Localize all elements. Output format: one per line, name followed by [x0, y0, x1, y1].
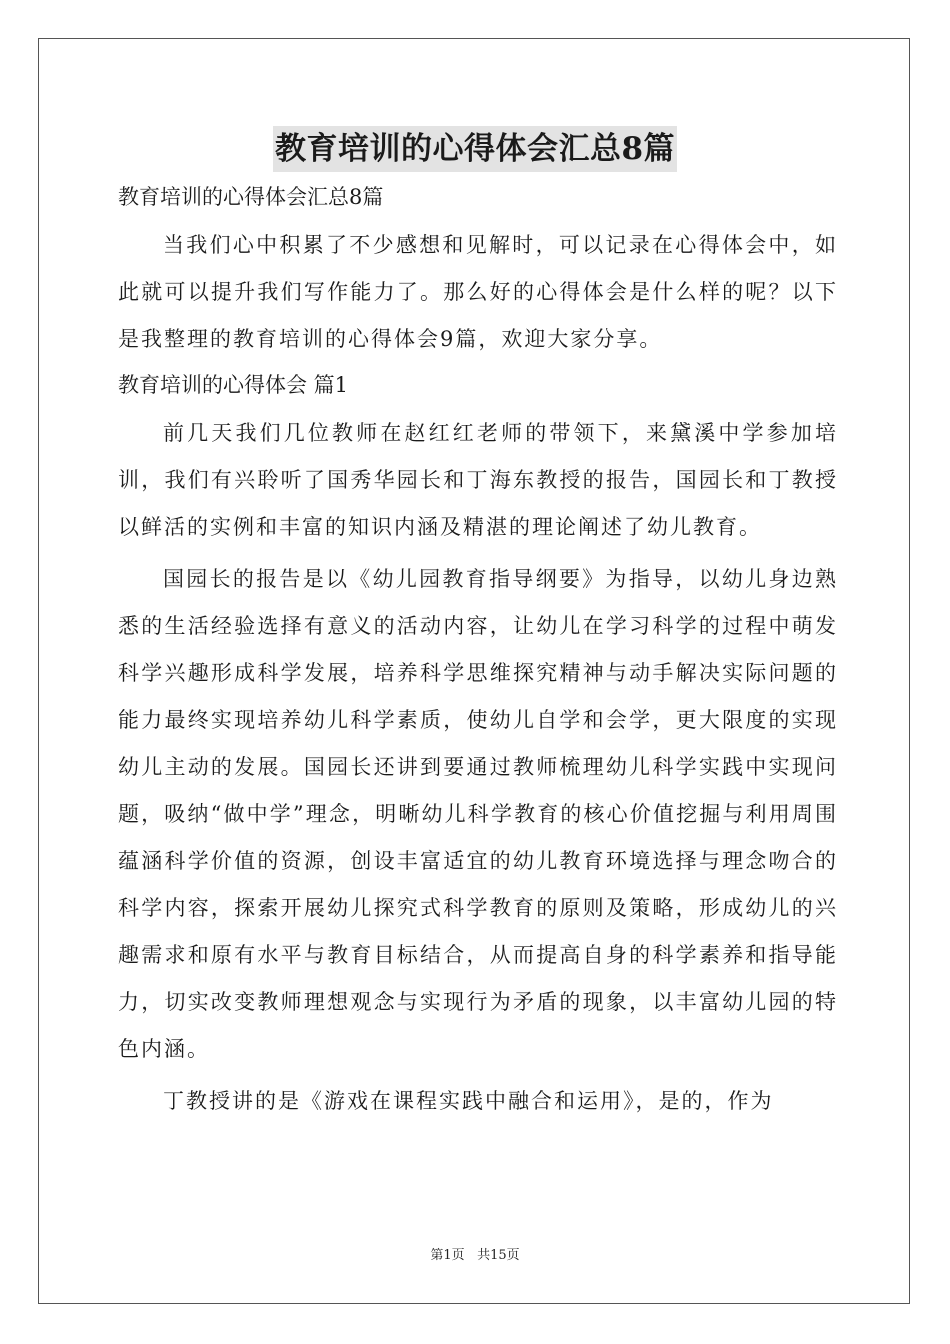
intro-paragraph: 当我们心中积累了不少感想和见解时，可以记录在心得体会中，如此就可以提升我们写作能力了。那么好的心得体会是什么样的呢？以下是我整理的教育培训的心得体会9篇，欢迎大家分享。 — [118, 233, 838, 351]
page-total: 共15页 — [477, 1248, 520, 1263]
body-paragraph: 国园长的报告是以《幼儿园教育指导纲要》为指导，以幼儿身边熟悉的生活经验选择有意义的活动内容，让幼儿在学习科学的过程中萌发科学兴趣形成科学发展，培养科学思维探究精神与动手解决实际问题的能力最终实现培养幼儿科学素质，使幼儿自学和会学，更大限度的实现幼儿主动的发展。国园长还讲到要通过教师梳理幼儿科学实践中实现问题，吸纳“做中学”理念，明晰幼儿科学教育的核心价值挖掘与利用周围蕴涵科学价值的资源，创设丰富适宜的幼儿教育环境选择与理念吻合的科学内容，探索开展幼儿探究式科学教育的原则及策略，形成幼儿的兴趣需求和原有水平与教育目标结合，从而提高自身的科学素养和指导能力，切实改变教师理想观念与实现行为矛盾的现象，以丰富幼儿园的特色内涵。 — [118, 567, 838, 1061]
document-subtitle: 教育培训的心得体会汇总8篇 — [118, 185, 384, 209]
body-paragraph: 前几天我们几位教师在赵红红老师的带领下，来黛溪中学参加培训，我们有兴聆听了国秀华园长和丁海东教授的报告，国园长和丁教授以鲜活的实例和丰富的知识内涵及精湛的理论阐述了幼儿教育。 — [118, 421, 838, 539]
title-container — [0, 126, 950, 172]
document-body — [118, 180, 838, 1130]
body-paragraph: 丁教授讲的是《游戏在课程实践中融合和运用》，是的，作为 — [163, 1089, 774, 1113]
document-title: 教育培训的心得体会汇总8篇 — [273, 126, 677, 172]
page-number: 第1页 — [430, 1248, 465, 1263]
section-heading: 教育培训的心得体会 篇1 — [118, 373, 349, 397]
page-footer — [0, 1247, 950, 1265]
